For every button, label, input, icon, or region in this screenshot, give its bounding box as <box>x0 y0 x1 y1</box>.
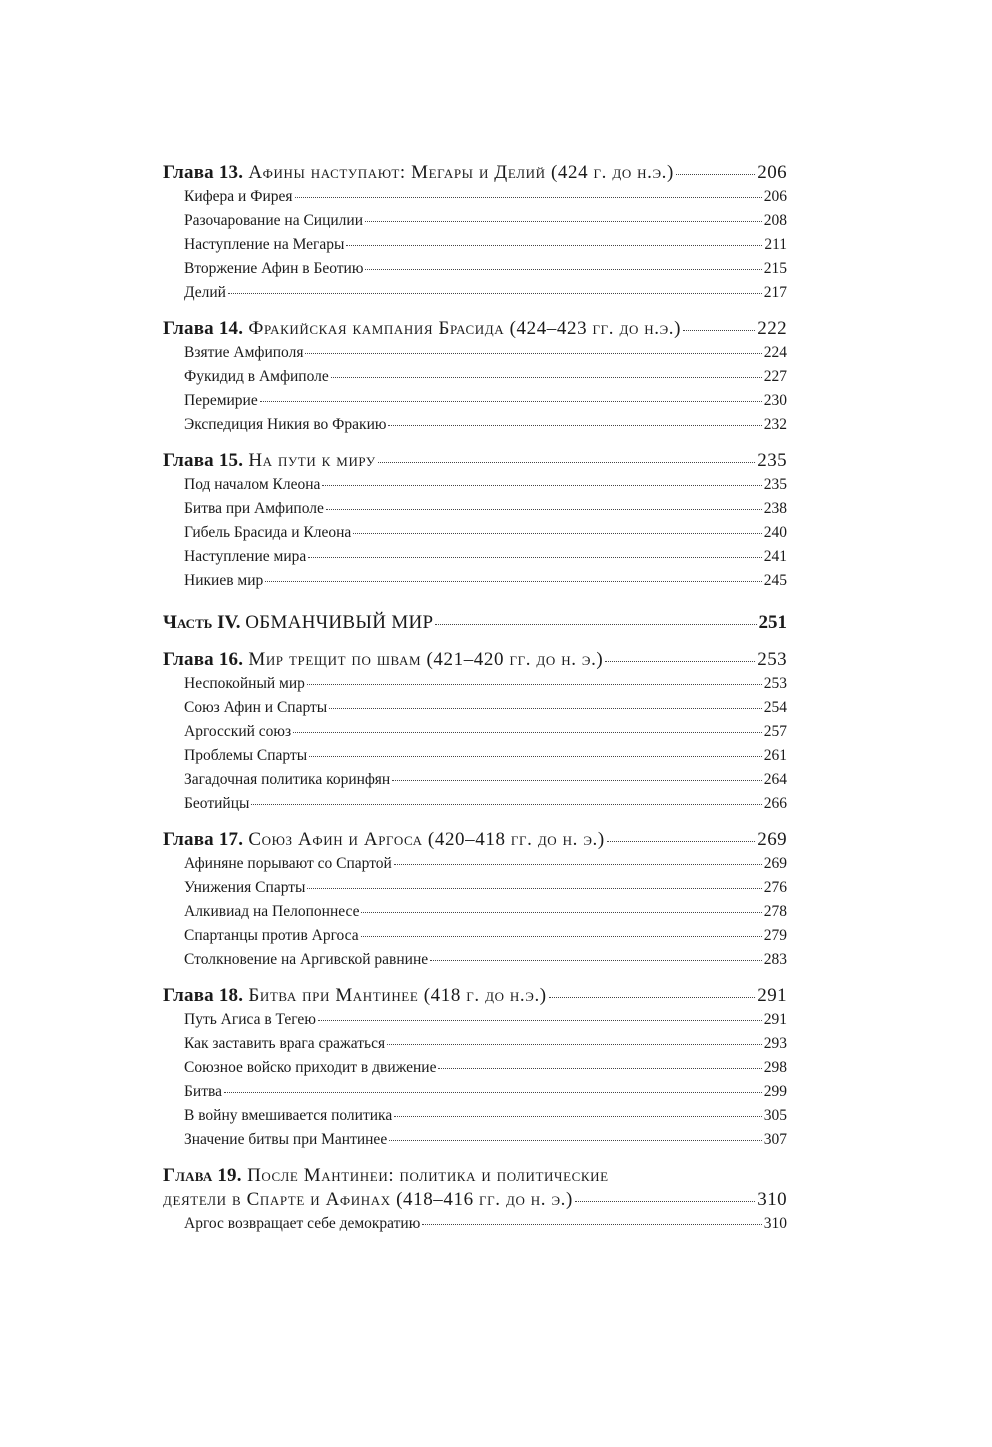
chapter-16-heading <box>163 648 787 672</box>
chapter-label: Глава 19. <box>163 1165 242 1186</box>
page-number: 264 <box>763 771 787 788</box>
dot-leader <box>293 732 762 733</box>
page-number: 217 <box>763 284 787 301</box>
dot-leader <box>394 1116 762 1117</box>
section-title: Гибель Брасида и Клеона <box>184 524 352 541</box>
dot-leader <box>387 1044 762 1045</box>
section-title: Битва <box>184 1083 222 1100</box>
page-number: 227 <box>763 368 787 385</box>
page-number: 307 <box>763 1131 787 1148</box>
dot-leader <box>346 245 762 246</box>
chapter-title-line2: деятели в Спарте и Афинах (418–416 гг. до н. э.) <box>163 1189 573 1210</box>
toc-section-entry <box>163 876 787 900</box>
section-title: Фукидид в Амфиполе <box>184 368 329 385</box>
section-title: Аргос возвращает себе демократию <box>184 1215 421 1232</box>
chapter-label: Глава 17. <box>163 829 244 850</box>
toc-section-entry <box>163 1128 787 1152</box>
section-title: Разочарование на Сицилии <box>184 212 363 229</box>
page-number: 279 <box>763 927 787 944</box>
chapter-17-heading <box>163 828 787 852</box>
page-number: 215 <box>763 260 787 277</box>
dot-leader <box>683 330 755 331</box>
page-number: 238 <box>763 500 787 517</box>
dot-leader <box>251 804 761 805</box>
dot-leader <box>307 888 761 889</box>
page-number: 261 <box>763 747 787 764</box>
page-number: 278 <box>763 903 787 920</box>
chapter-label: Глава 18. <box>163 985 244 1006</box>
dot-leader <box>389 1140 762 1141</box>
section-title: Столкновение на Аргивской равнине <box>184 951 429 968</box>
section-title: Алкивиад на Пелопоннесе <box>184 903 360 920</box>
toc-section-entry <box>163 281 787 305</box>
dot-leader <box>392 780 762 781</box>
dot-leader <box>605 661 755 662</box>
section-title: Значение битвы при Мантинее <box>184 1131 388 1148</box>
dot-leader <box>394 864 762 865</box>
page-number: 293 <box>763 1035 787 1052</box>
part-4-heading <box>163 610 787 636</box>
page-number: 245 <box>763 572 787 589</box>
page-number: 283 <box>763 951 787 968</box>
dot-leader <box>308 557 761 558</box>
page-number: 211 <box>764 236 787 253</box>
dot-leader <box>329 708 762 709</box>
section-title: Экспедиция Никия во Фракию <box>184 416 387 433</box>
page-number: 251 <box>758 612 787 633</box>
dot-leader <box>265 581 762 582</box>
page-number: 208 <box>763 212 787 229</box>
table-of-contents <box>163 161 787 1236</box>
page-number: 240 <box>763 524 787 541</box>
dot-leader <box>388 425 761 426</box>
section-title: Как заставить врага сражаться <box>184 1035 386 1052</box>
section-title: Наступление на Мегары <box>184 236 345 253</box>
chapter-label: Глава 13. <box>163 162 244 183</box>
page-number: 266 <box>763 795 787 812</box>
dot-leader <box>309 756 762 757</box>
page-number: 241 <box>763 548 787 565</box>
chapter-title: Афины наступают: Мегары и Делий (424 г. до н.э.) <box>248 162 674 183</box>
toc-section-entry <box>163 696 787 720</box>
section-title: Афиняне порывают со Спартой <box>184 855 392 872</box>
section-title: Под началом Клеона <box>184 476 321 493</box>
page-number: 235 <box>757 450 787 471</box>
toc-section-entry <box>163 257 787 281</box>
chapter-18-heading <box>163 984 787 1008</box>
chapter-label: Глава 15. <box>163 450 244 471</box>
section-title: Наступление мира <box>184 548 307 565</box>
page-number: 299 <box>763 1083 787 1100</box>
dot-leader <box>607 841 756 842</box>
toc-section-entry <box>163 341 787 365</box>
dot-leader <box>365 221 762 222</box>
dot-leader <box>361 936 762 937</box>
dot-leader <box>549 997 756 998</box>
page-number: 310 <box>763 1215 787 1232</box>
chapter-title-line1: После Мантинеи: политика и политические <box>247 1165 609 1186</box>
toc-section-entry <box>163 792 787 816</box>
chapter-label: Глава 14. <box>163 318 244 339</box>
toc-section-entry <box>163 545 787 569</box>
page-number: 310 <box>757 1189 787 1210</box>
dot-leader <box>365 269 761 270</box>
toc-section-entry <box>163 852 787 876</box>
chapter-14-heading <box>163 317 787 341</box>
page-number: 298 <box>763 1059 787 1076</box>
chapter-title: На пути к миру <box>248 450 376 471</box>
page-number: 305 <box>763 1107 787 1124</box>
chapter-title: Битва при Мантинее (418 г. до н.э.) <box>248 985 547 1006</box>
toc-section-entry <box>163 948 787 972</box>
page-number: 232 <box>763 416 787 433</box>
section-title: Спартанцы против Аргоса <box>184 927 359 944</box>
page-number: 224 <box>763 344 787 361</box>
page-number: 254 <box>763 699 787 716</box>
section-title: Взятие Амфиполя <box>184 344 304 361</box>
section-title: Перемирие <box>184 392 258 409</box>
section-title: Делий <box>184 284 226 301</box>
toc-section-entry <box>163 1212 787 1236</box>
section-title: В войну вмешивается политика <box>184 1107 393 1124</box>
toc-section-entry <box>163 389 787 413</box>
dot-leader <box>676 174 755 175</box>
chapter-title: Фракийская кампания Брасида (424–423 гг. до н.э.) <box>248 318 682 339</box>
toc-section-entry <box>163 1104 787 1128</box>
page-number: 291 <box>763 1011 787 1028</box>
chapter-13-heading <box>163 161 787 185</box>
toc-section-entry <box>163 924 787 948</box>
dot-leader <box>331 377 762 378</box>
toc-section-entry <box>163 672 787 696</box>
chapter-title: Мир трещит по швам (421–420 гг. до н. э.) <box>248 649 604 670</box>
section-title: Унижения Спарты <box>184 879 306 896</box>
section-title: Кифера и Фирея <box>184 188 293 205</box>
dot-leader <box>422 1224 761 1225</box>
section-title: Вторжение Афин в Беотию <box>184 260 364 277</box>
page-number: 230 <box>763 392 787 409</box>
toc-section-entry <box>163 209 787 233</box>
chapter-title: Союз Афин и Аргоса (420–418 гг. до н. э.) <box>248 829 605 850</box>
chapter-label: Глава 16. <box>163 649 244 670</box>
part-title: ОБМАНЧИВЫЙ МИР <box>245 612 434 633</box>
chapter-15-heading <box>163 449 787 473</box>
toc-section-entry <box>163 744 787 768</box>
page-number: 257 <box>763 723 787 740</box>
dot-leader <box>378 462 756 463</box>
toc-section-entry <box>163 233 787 257</box>
page-number: 269 <box>763 855 787 872</box>
dot-leader <box>430 960 762 961</box>
dot-leader <box>438 1068 761 1069</box>
toc-section-entry <box>163 900 787 924</box>
section-title: Битва при Амфиполе <box>184 500 324 517</box>
dot-leader <box>318 1020 762 1021</box>
dot-leader <box>353 533 761 534</box>
toc-section-entry <box>163 768 787 792</box>
dot-leader <box>295 197 762 198</box>
page-number: 206 <box>763 188 787 205</box>
toc-section-entry <box>163 569 787 593</box>
dot-leader <box>575 1201 755 1202</box>
toc-section-entry <box>163 1032 787 1056</box>
dot-leader <box>307 684 762 685</box>
page-number: 206 <box>757 162 787 183</box>
section-title: Беотийцы <box>184 795 250 812</box>
dot-leader <box>305 353 761 354</box>
page-number: 253 <box>757 649 787 670</box>
toc-section-entry <box>163 413 787 437</box>
toc-section-entry <box>163 497 787 521</box>
toc-section-entry <box>163 473 787 497</box>
toc-section-entry <box>163 365 787 389</box>
section-title: Путь Агиса в Тегею <box>184 1011 316 1028</box>
dot-leader <box>260 401 762 402</box>
section-title: Союз Афин и Спарты <box>184 699 328 716</box>
toc-section-entry <box>163 1056 787 1080</box>
part-label: Часть IV. <box>163 612 241 633</box>
section-title: Неспокойный мир <box>184 675 305 692</box>
toc-section-entry <box>163 521 787 545</box>
section-title: Союзное войско приходит в движение <box>184 1059 437 1076</box>
page-number: 222 <box>757 318 787 339</box>
page-number: 276 <box>763 879 787 896</box>
page-number: 291 <box>757 985 787 1006</box>
section-title: Загадочная политика коринфян <box>184 771 391 788</box>
page-number: 235 <box>763 476 787 493</box>
toc-section-entry <box>163 1080 787 1104</box>
dot-leader <box>361 912 761 913</box>
section-title: Никиев мир <box>184 572 264 589</box>
toc-section-entry <box>163 185 787 209</box>
section-title: Аргосский союз <box>184 723 292 740</box>
chapter-19-heading <box>163 1164 787 1212</box>
toc-section-entry <box>163 720 787 744</box>
toc-section-entry <box>163 1008 787 1032</box>
page-number: 269 <box>757 829 787 850</box>
dot-leader <box>322 485 761 486</box>
page-number: 253 <box>763 675 787 692</box>
dot-leader <box>435 624 756 625</box>
dot-leader <box>228 293 762 294</box>
dot-leader <box>224 1092 762 1093</box>
section-title: Проблемы Спарты <box>184 747 308 764</box>
dot-leader <box>326 509 762 510</box>
